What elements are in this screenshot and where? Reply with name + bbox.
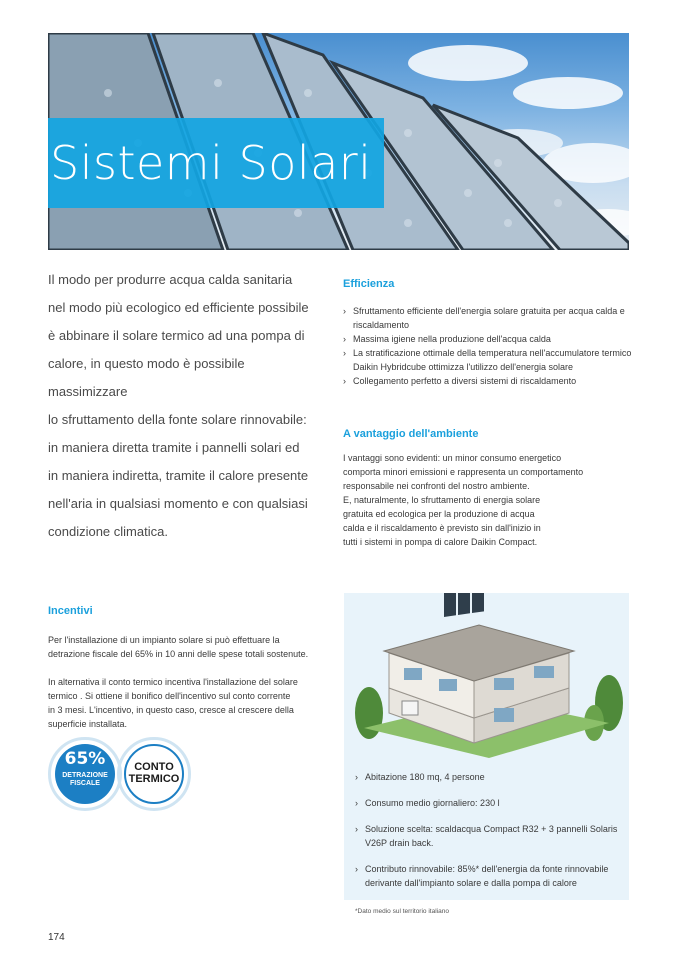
intro-line: nell'aria in qualsiasi momento e con qualsiasi — [48, 496, 308, 511]
list-item: › La stratificazione ottimale della temperatura nell'accumulatore termico Daikin Hybridcube ottimizza l'utilizzo dell'energia solare — [343, 346, 633, 374]
list-item: › Massima igiene nella produzione dell'acqua calda — [343, 332, 633, 346]
intro-line: Il modo per produrre acqua calda sanitaria — [48, 272, 293, 287]
text-line: Per l'installazione di un impianto solare si può effettuare la — [48, 635, 280, 645]
intro-line: in maniera indiretta, tramite il calore presente — [48, 468, 309, 483]
text-line: calda e il riscaldamento è previsto sin dall'inizio in — [343, 523, 541, 533]
text-line: In alternativa il conto termico incentiva l'installazione del solare — [48, 677, 298, 687]
badge-label: TERMICO — [128, 773, 180, 785]
badge-value: 65% — [64, 749, 106, 769]
ambiente-text — [343, 451, 643, 549]
badge-label: FISCALE — [70, 780, 100, 787]
badge-label: CONTO — [134, 761, 174, 773]
list-item: › Abitazione 180 mq, 4 persone — [355, 770, 625, 784]
footnote: *Dato medio sul territorio italiano — [355, 908, 449, 915]
text-line: I vantaggi sono evidenti: un minor consumo energetico — [343, 453, 562, 463]
intro-line: nel modo più ecologico ed efficiente possibile — [48, 300, 309, 315]
house-list — [355, 770, 625, 902]
intro-line: è abbinare il solare termico ad una pompa di — [48, 328, 305, 343]
detrazione-badge — [48, 737, 122, 811]
page-number: 174 — [48, 932, 65, 943]
efficienza-list — [343, 304, 633, 388]
text-line: termico . Si ottiene il bonifico dell'incentivo sul conto corrente — [48, 691, 291, 701]
text-line: responsabile nei confronti del nostro ambiente. — [343, 481, 530, 491]
list-item: › Contributo rinnovabile: 85%* dell'energia da fonte rinnovabile derivante dall'impianto solare e dalla pompa di calore — [355, 862, 625, 890]
text-line: detrazione fiscale del 65% in 10 anni delle spese totali sostenute. — [48, 649, 309, 659]
incentivi-para-2 — [48, 675, 328, 731]
text-line: in 3 mesi. L'incentivo, in questo caso, cresce al crescere della — [48, 705, 294, 715]
incentivi-para-1 — [48, 633, 328, 661]
intro-line: in maniera diretta tramite i pannelli solari ed — [48, 440, 300, 455]
intro-line: calore, in questo modo è possibile massimizzare — [48, 356, 245, 399]
list-item: › Collegamento perfetto a diversi sistemi di riscaldamento — [343, 374, 633, 388]
text-line: comporta minori emissioni e rappresenta un comportamento — [343, 467, 584, 477]
text-line: tutti i sistemi in pompa di calore Daikin Compact. — [343, 537, 538, 547]
list-item: › Sfruttamento efficiente dell'energia solare gratuita per acqua calda e riscaldamento — [343, 304, 633, 332]
detrazione-badge-inner — [55, 744, 115, 804]
incentivi-heading: Incentivi — [48, 605, 93, 617]
page-title: Sistemi Solari — [50, 136, 372, 190]
ambiente-heading: A vantaggio dell'ambiente — [343, 428, 479, 440]
conto-badge-inner — [124, 744, 184, 804]
list-item: › Soluzione scelta: scaldacqua Compact R32 + 3 pannelli Solaris V26P drain back. — [355, 822, 625, 850]
conto-badge — [117, 737, 191, 811]
text-line: E, naturalmente, lo sfruttamento di energia solare — [343, 495, 541, 505]
house-illustration — [344, 593, 629, 763]
text-line: gratuita ed ecologica per la produzione di acqua — [343, 509, 535, 519]
text-line: superficie installata. — [48, 719, 128, 729]
efficienza-heading: Efficienza — [343, 278, 395, 290]
list-item: › Consumo medio giornaliero: 230 l — [355, 796, 625, 810]
intro-line: condizione climatica. — [48, 524, 168, 539]
intro-line: lo sfruttamento della fonte solare rinnovabile: — [48, 412, 307, 427]
intro-text — [48, 266, 318, 546]
badge-label: DETRAZIONE — [62, 772, 108, 779]
